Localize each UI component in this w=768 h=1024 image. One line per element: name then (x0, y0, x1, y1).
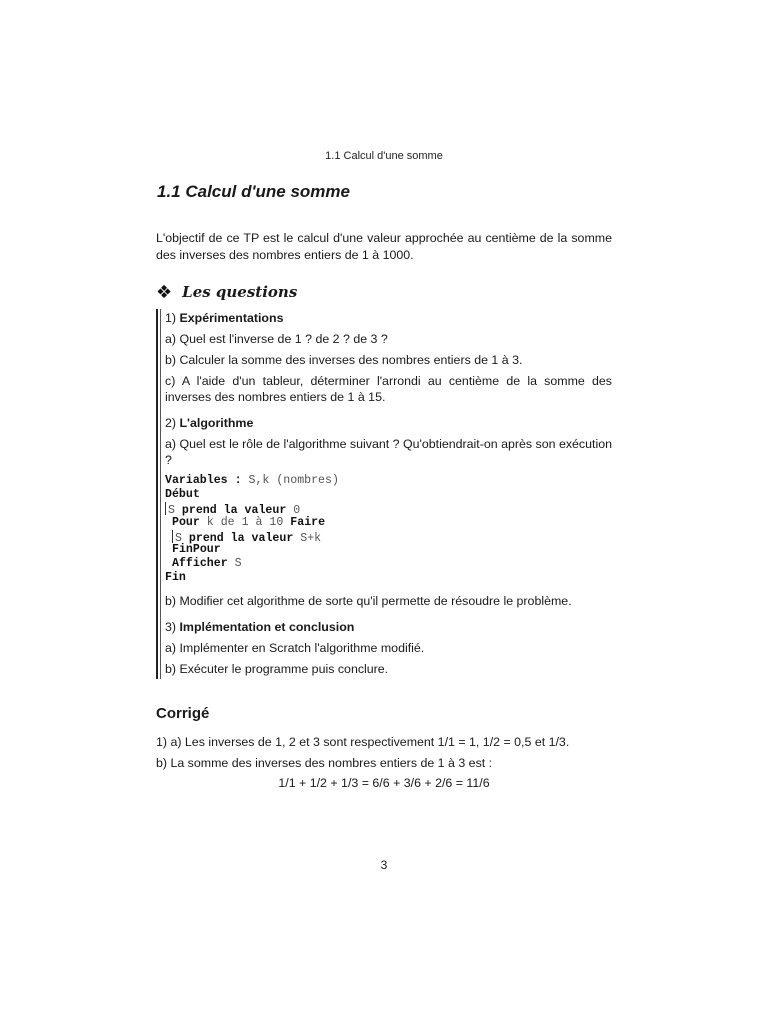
intro-paragraph: L'objectif de ce TP est le calcul d'une valeur approchée au centième de la somme des inverses des nombres entiers de 1 à 1000. (156, 231, 612, 262)
algorithm-code (165, 474, 339, 585)
part3-question-a: a) Implémenter en Scratch l'algorithme modifié. (165, 641, 425, 655)
box-left-rule-inner (160, 309, 161, 679)
part2-title: L'algorithme (179, 416, 254, 430)
code-line-loop-body: S prend la valeur S+k (165, 530, 339, 544)
part2-number: 2) (165, 416, 177, 430)
section-title: 1.1 Calcul d'une somme (157, 182, 350, 201)
page-number: 3 (380, 858, 388, 872)
answer-line-1: 1) a) Les inverses de 1, 2 et 3 sont respectivement 1/1 = 1, 1/2 = 0,5 et 1/3. (156, 735, 570, 749)
code-line-fin: Fin (165, 571, 186, 585)
code-line-afficher: Afficher S (172, 557, 242, 571)
code-line-variables: Variables : S,k (nombres) (165, 474, 339, 487)
corrige-heading: Corrigé (156, 705, 210, 722)
part2-question-a: a) Quel est le rôle de l'algorithme suivant ? Qu'obtiendrait-on après son exécution ? (165, 437, 612, 467)
four-diamond-icon: ❖ (156, 282, 173, 302)
questions-heading (156, 282, 297, 302)
answer-equation: 1/1 + 1/2 + 1/3 = 6/6 + 3/6 + 2/6 = 11/6 (278, 776, 490, 790)
part2-heading (165, 415, 612, 431)
part1-question-b: b) Calculer la somme des inverses des nombres entiers de 1 à 3. (165, 353, 523, 367)
questions-heading-text: Les questions (182, 283, 298, 301)
code-line-debut: Début (165, 487, 200, 501)
code-line-pour: Pour k de 1 à 10 Faire (172, 515, 326, 529)
answer-line-2: b) La somme des inverses des nombres entiers de 1 à 3 est : (156, 756, 493, 770)
part1-heading (165, 310, 612, 326)
running-header: 1.1 Calcul d'une somme (325, 150, 443, 162)
questions-box (156, 309, 612, 679)
part3-number: 3) (165, 620, 177, 634)
part1-number: 1) (165, 311, 177, 325)
code-line-init: S prend la valeur 0 (165, 502, 339, 516)
box-left-rule (156, 309, 158, 679)
indent-rule (165, 502, 166, 515)
part3-heading (165, 619, 612, 635)
part1-question-a: a) Quel est l'inverse de 1 ? de 2 ? de 3 ? (165, 332, 388, 346)
code-line-finpour: FinPour (172, 543, 221, 557)
part3-question-b: b) Exécuter le programme puis conclure. (165, 662, 389, 676)
part3-title: Implémentation et conclusion (179, 620, 355, 634)
part1-question-c: c) A l'aide d'un tableur, déterminer l'arrondi au centième de la somme des inverses des nombres entiers de 1 à 15. (165, 374, 612, 404)
indent-rule-inner (172, 530, 173, 543)
part2-question-b: b) Modifier cet algorithme de sorte qu'il permette de résoudre le problème. (165, 594, 572, 608)
part1-title: Expérimentations (179, 311, 284, 325)
